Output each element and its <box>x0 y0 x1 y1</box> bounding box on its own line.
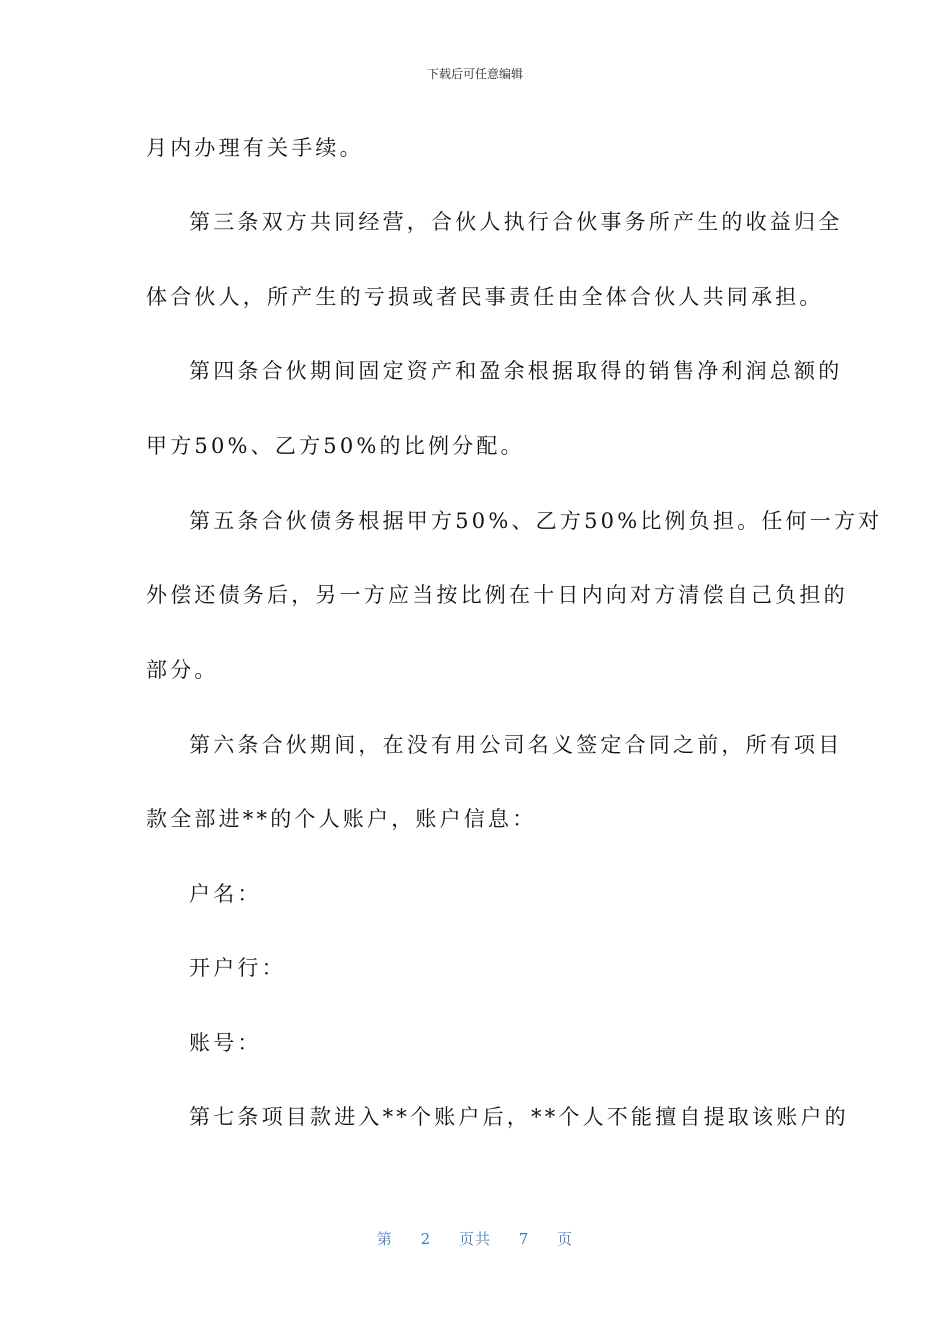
body-line: 部分。 <box>146 658 219 682</box>
body-line: 第五条合伙债务根据甲方50%、乙方50%比例负担。任何一方对 <box>189 509 883 533</box>
total-pages: 7 <box>518 1230 530 1248</box>
page-label-suffix: 页 <box>557 1230 574 1248</box>
body-line: 款全部进**的个人账户，账户信息： <box>146 807 537 831</box>
body-line: 外偿还债务后，另一方应当按比例在十日内向对方清偿自己负担的 <box>146 583 848 607</box>
page-label-middle: 页共 <box>458 1230 491 1248</box>
page-label-prefix: 第 <box>376 1230 393 1248</box>
body-line: 第六条合伙期间，在没有用公司名义签定合同之前，所有项目 <box>189 733 843 757</box>
page-header: 下载后可任意编辑 <box>426 67 523 81</box>
body-line: 户名： <box>189 882 262 906</box>
body-line: 第四条合伙期间固定资产和盈余根据取得的销售净利润总额的 <box>189 359 843 383</box>
body-line: 第七条项目款进入**个账户后，**个人不能擅自提取该账户的 <box>189 1105 849 1129</box>
body-line: 第三条双方共同经营，合伙人执行合伙事务所产生的收益归全 <box>189 210 843 234</box>
page-number: 2 <box>420 1230 432 1248</box>
body-line: 月内办理有关手续。 <box>146 136 364 160</box>
body-line: 体合伙人，所产生的亏损或者民事责任由全体合伙人共同承担。 <box>146 285 824 309</box>
body-line: 甲方50%、乙方50%的比例分配。 <box>146 434 525 458</box>
body-line: 账号： <box>189 1031 262 1055</box>
page-footer <box>0 1229 950 1249</box>
body-line: 开户行： <box>189 956 286 980</box>
